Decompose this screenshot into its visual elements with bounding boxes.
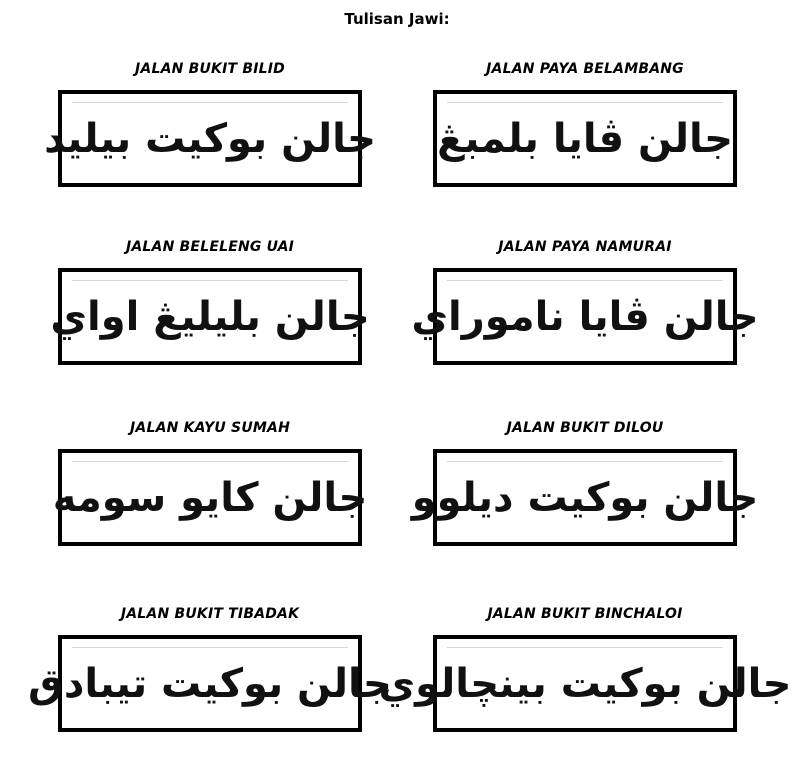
jawi-sign-board: [52, 449, 368, 546]
sign-caption: JALAN BUKIT TIBADAK: [120, 606, 300, 622]
jawi-sign-board: [411, 449, 759, 546]
sign-caption: JALAN BUKIT BILID: [135, 61, 285, 77]
sign-caption: JALAN PAYA NAMURAI: [498, 239, 672, 255]
sign-caption: JALAN KAYU SUMAH: [130, 420, 290, 436]
jawi-text: جالن بليليڠ اواي: [50, 293, 370, 340]
jawi-sign-board: [44, 90, 376, 187]
sign-panel-jalan-beleleng-uai: [50, 237, 370, 340]
jawi-text: جالن بوکيت بينچالوي: [378, 660, 792, 707]
sign-panel-jalan-paya-namurai: [411, 237, 759, 340]
page-title: Tulisan Jawi:: [344, 10, 450, 28]
jawi-text: جالن ڤايا بلمبڠ: [437, 115, 733, 162]
sign-panel-jalan-bukit-tibadak: [28, 604, 392, 707]
jawi-text: جالن کايو سومه: [52, 474, 368, 521]
jawi-text: جالن بوکيت بيليد: [44, 115, 376, 162]
jawi-text: جالن بوکيت ديلوو: [411, 474, 759, 521]
jawi-sign-board: [411, 268, 759, 365]
sign-panel-jalan-bukit-dilou: [411, 418, 759, 521]
sign-panel-jalan-bukit-binchaloi: [378, 604, 792, 707]
sign-panel-jalan-paya-belambang: [433, 59, 737, 162]
sign-panel-jalan-bukit-bilid: [44, 59, 376, 162]
sign-caption: JALAN BUKIT DILOU: [506, 420, 664, 436]
jawi-sign-board: [28, 635, 392, 732]
jawi-sign-board: [378, 635, 792, 732]
sign-panel-jalan-kayu-sumah: [52, 418, 368, 521]
jawi-text: جالن بوکيت تيبادق: [28, 660, 392, 707]
sign-caption: JALAN PAYA BELAMBANG: [486, 61, 684, 77]
sign-caption: JALAN BUKIT BINCHALOI: [487, 606, 683, 622]
jawi-sign-board: [433, 90, 737, 187]
jawi-sign-board: [50, 268, 370, 365]
sign-caption: JALAN BELELENG UAI: [125, 239, 295, 255]
jawi-text: جالن ڤايا ناموراي: [411, 293, 759, 340]
